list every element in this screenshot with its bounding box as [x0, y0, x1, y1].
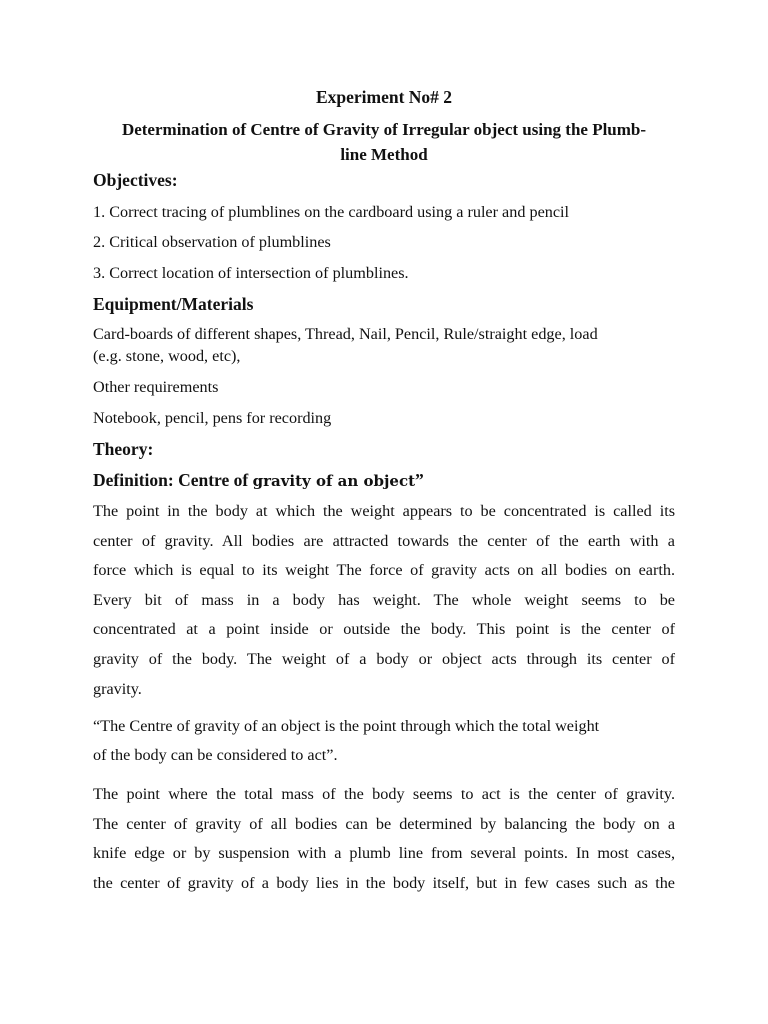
subtitle-line-2: line Method — [340, 145, 428, 164]
theory-paragraph-2 — [93, 780, 675, 898]
objective-item-1: 1. Correct tracing of plumblines on the cardboard using a ruler and pencil — [93, 203, 570, 221]
paragraph-line: center of gravity. All bodies are attracted towards the center of the earth with a — [93, 531, 675, 550]
definition-heading — [93, 468, 424, 493]
objectives-heading: Objectives: — [93, 170, 178, 190]
subtitle-line-1: Determination of Centre of Gravity of Irregular object using the Plumb- — [121, 120, 647, 139]
quote-line: “The Centre of gravity of an object is the point through which the total weight — [93, 717, 600, 735]
theory-paragraph-1 — [93, 497, 675, 704]
equipment-line-1: Card-boards of different shapes, Thread, Nail, Pencil, Rule/straight edge, load — [93, 325, 598, 343]
other-requirements-label: Other requirements — [93, 378, 219, 396]
objective-item-3: 3. Correct location of intersection of plumblines. — [93, 264, 409, 282]
paragraph-line: The center of gravity of all bodies can be determined by balancing the body on a — [93, 814, 675, 833]
theory-heading: Theory: — [93, 439, 154, 459]
definition-prefix: Definition: Centre of — [93, 470, 253, 490]
notebook-line: Notebook, pencil, pens for recording — [93, 409, 332, 427]
definition-quote-mark: ” — [415, 470, 424, 490]
definition-term: gravity of an object — [252, 472, 416, 490]
paragraph-line: The point in the body at which the weight appears to be concentrated is called its — [93, 502, 675, 520]
equipment-line-2: (e.g. stone, wood, etc), — [93, 347, 241, 365]
paragraph-line: Every bit of mass in a body has weight. The whole weight seems to be — [93, 590, 675, 609]
paragraph-line: knife edge or by suspension with a plumb line from several points. In most cases, — [93, 844, 675, 863]
objective-item-2: 2. Critical observation of plumblines — [93, 233, 331, 251]
paragraph-line: force which is equal to its weight The force of gravity acts on all bodies on earth. — [93, 561, 675, 580]
equipment-heading: Equipment/Materials — [93, 294, 254, 314]
quote-line: of the body can be considered to act”. — [93, 746, 338, 764]
paragraph-line: gravity. — [93, 679, 142, 698]
paragraph-line: concentrated at a point inside or outside the body. This point is the center of — [93, 620, 675, 639]
experiment-subtitle — [60, 117, 708, 167]
experiment-title: Experiment No# 2 — [315, 87, 453, 107]
paragraph-line: The point where the total mass of the body seems to act is the center of gravity. — [93, 785, 675, 803]
paragraph-line: the center of gravity of a body lies in the body itself, but in few cases such as the — [93, 873, 675, 892]
paragraph-line: gravity of the body. The weight of a body or object acts through its center of — [93, 649, 675, 668]
definition-quote — [93, 712, 675, 770]
